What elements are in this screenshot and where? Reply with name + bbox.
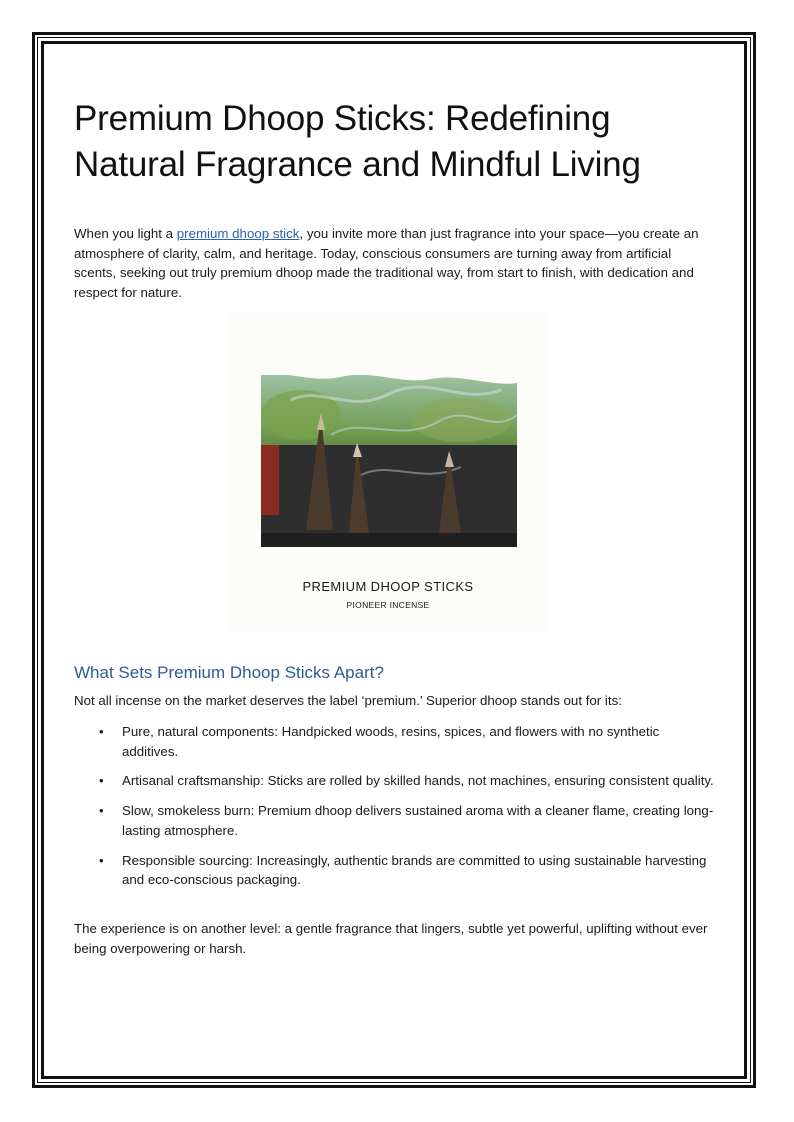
product-figure <box>229 313 547 631</box>
page-title: Premium Dhoop Sticks: Redefining Natural Fragrance and Mindful Living <box>74 99 641 184</box>
list-item-text: Responsible sourcing: Increasingly, authentic brands are committed to using sustainable harvesting and eco-conscious packaging. <box>122 852 707 888</box>
figure-title: PREMIUM DHOOP STICKS <box>302 579 474 594</box>
bullet-icon: • <box>99 852 104 868</box>
feature-list <box>74 722 714 900</box>
section-lead: Not all incense on the market deserves the label ‘premium.’ Superior dhoop stands out for its: <box>74 693 622 708</box>
article-header <box>74 96 714 303</box>
intro-text-end: , you invite more than just fragrance into your space—you create an atmosphere of clarity, calm, and heritage. Today, conscious consumers are turning away from artificial scents, seeking out truly premium dhoop made the traditional way, from start to finish, with dedication and respect for nature. <box>74 226 699 301</box>
dhoop-photo <box>261 375 517 547</box>
intro-paragraph <box>74 224 714 303</box>
premium-dhoop-stick-link[interactable]: premium dhoop stick <box>176 226 300 241</box>
list-item <box>74 722 714 761</box>
closing-paragraph: The experience is on another level: a gentle fragrance that lingers, subtle yet powerful, uplifting without ever being overpowering or harsh. <box>74 921 708 956</box>
list-item <box>74 801 714 840</box>
bullet-icon: • <box>99 803 104 819</box>
bullet-icon: • <box>99 724 104 739</box>
list-item-text: Artisanal craftsmanship: Sticks are rolled by skilled hands, not machines, ensuring consistent quality. <box>122 773 714 789</box>
intro-text-start: When you light a <box>74 226 177 241</box>
section-heading: What Sets Premium Dhoop Sticks Apart? <box>74 663 384 682</box>
list-item <box>74 771 714 791</box>
list-item-text: Pure, natural components: Handpicked woods, resins, spices, and flowers with no synthetic additives. <box>122 724 660 759</box>
list-item <box>74 851 714 890</box>
list-item-text: Slow, smokeless burn: Premium dhoop delivers sustained aroma with a cleaner flame, creating long-lasting atmosphere. <box>122 803 714 838</box>
figure-subtitle: PIONEER INCENSE <box>346 600 430 610</box>
bullet-icon: • <box>99 773 104 789</box>
